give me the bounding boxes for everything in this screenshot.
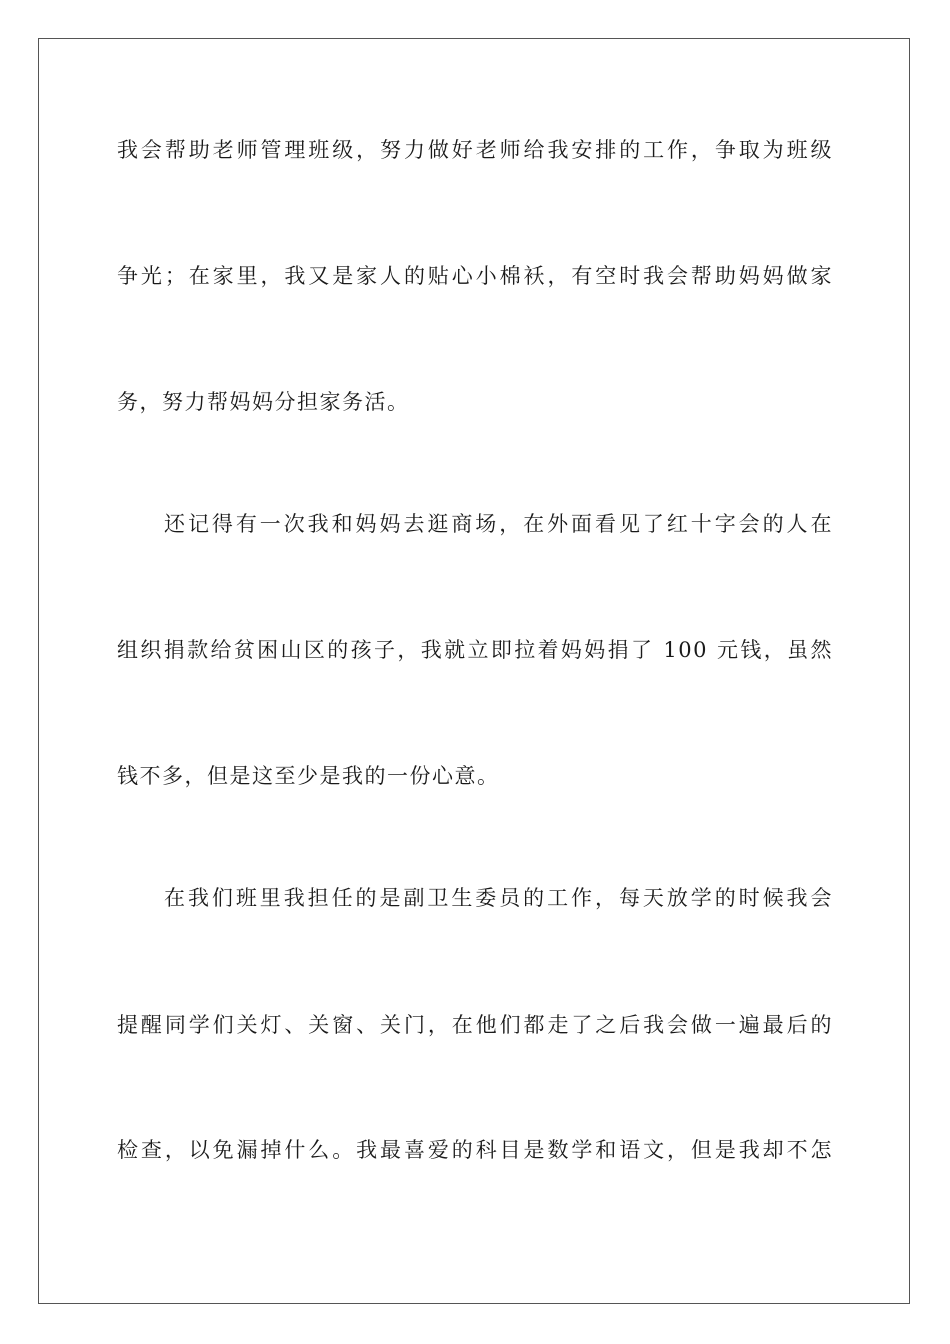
paragraph-line: 组织捐款给贫困山区的孩子，我就立即拉着妈妈捐了 100 元钱，虽然 <box>117 638 833 662</box>
paragraph-first-line: 在我们班里我担任的是副卫生委员的工作，每天放学的时候我会 <box>164 886 833 910</box>
paragraph-line: 检查，以免漏掉什么。我最喜爱的科目是数学和语文，但是我却不怎 <box>117 1138 833 1162</box>
paragraph-line: 争光；在家里，我又是家人的贴心小棉袄，有空时我会帮助妈妈做家 <box>117 264 833 288</box>
paragraph-line: 提醒同学们关灯、关窗、关门，在他们都走了之后我会做一遍最后的 <box>117 1013 833 1037</box>
page-border <box>38 38 910 1304</box>
paragraph-line: 务，努力帮妈妈分担家务活。 <box>117 390 410 414</box>
paragraph-line: 钱不多，但是这至少是我的一份心意。 <box>117 764 500 788</box>
paragraph-line: 我会帮助老师管理班级，努力做好老师给我安排的工作，争取为班级 <box>117 138 833 162</box>
paragraph-first-line: 还记得有一次我和妈妈去逛商场，在外面看见了红十字会的人在 <box>164 512 833 536</box>
